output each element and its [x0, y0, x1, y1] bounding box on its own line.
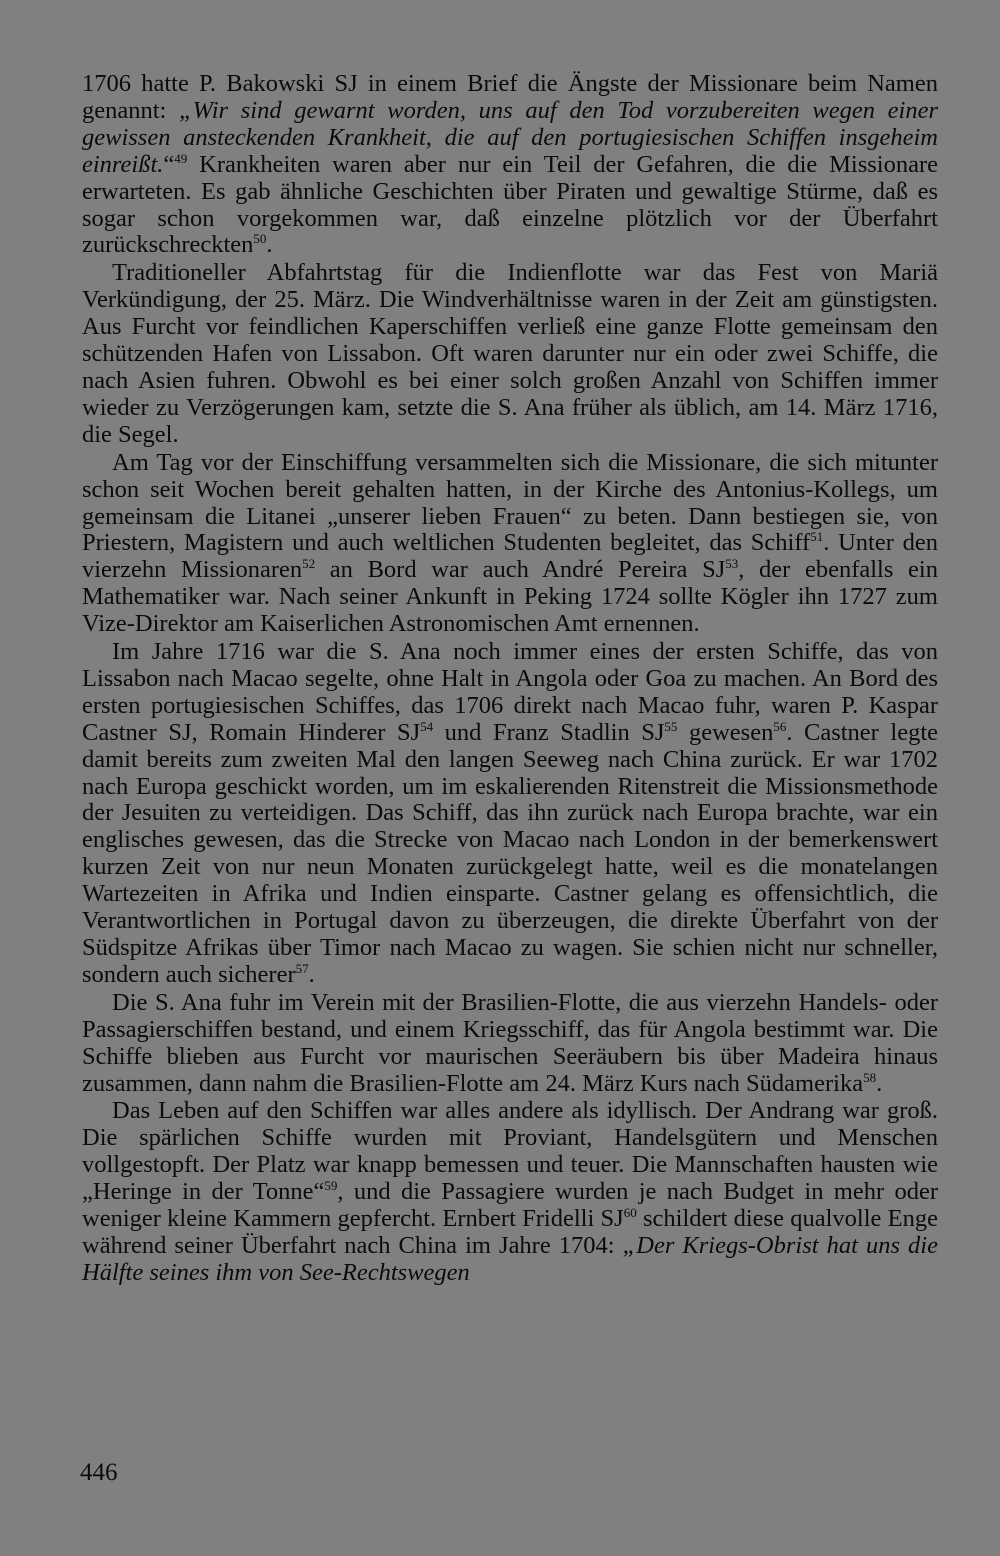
footnote-ref-53: 53	[725, 556, 739, 572]
footnote-ref-60: 60	[623, 1205, 637, 1221]
text-run: .	[308, 960, 315, 988]
text-run: , der ebenfalls ein Mathematiker war. Nach seiner Ankunft in Peking 1724 sollte Kögler ihn 1727 zum Vize-Direktor am Kaiserlichen Astronomischen Amt ernennen.	[82, 556, 938, 638]
paragraph-5	[82, 990, 938, 1098]
page-number: 446	[80, 1459, 118, 1486]
text-run: Das Leben auf den Schiffen war alles andere als idyllisch. Der Andrang war groß. Die spärlichen Schiffe wurden mit Proviant, Handelsgütern und Menschen vollgestopft. Der Platz war knapp bemessen und teuer. Die Mannschaften hausten wie „Heringe in der Tonne“	[82, 1097, 938, 1206]
body-text	[82, 71, 938, 1287]
paragraph-3	[82, 450, 938, 638]
text-run: . Unter den vierzehn Missionaren	[82, 529, 938, 584]
text-run: Traditioneller Abfahrtstag für die Indienflotte war das Fest von Mariä Verkündigung, der 25. März. Die Windverhältnisse waren in der Zeit am günstigsten. Aus Furcht vor feindlichen Kaperschiffen verließ eine ganze Flotte gemeinsam den schützenden Hafen von Lissabon. Oft waren darunter nur ein oder zwei Schiffe, die nach Asien fuhren. Obwohl es bei einer solch großen Anzahl von Schiffen immer wieder zu Verzögerungen kam, setzte die S. Ana früher als üblich, am 14. März 1716, die Segel.	[82, 259, 938, 448]
text-run: gewesen	[677, 718, 774, 746]
footnote-ref-54: 54	[420, 718, 434, 734]
footnote-ref-52: 52	[302, 556, 316, 572]
text-run: .	[266, 231, 273, 259]
footnote-ref-56: 56	[773, 718, 787, 734]
text-run: , und die Passagiere wurden je nach Budget in mehr oder weniger kleine Kammern gepfercht. Ernbert Fridelli SJ	[82, 1178, 939, 1233]
paragraph-6	[82, 1098, 938, 1286]
paragraph-2	[82, 260, 938, 448]
footnote-ref-57: 57	[295, 960, 309, 976]
paragraph-4	[82, 639, 938, 989]
footnote-ref-49: 49	[174, 150, 188, 166]
text-run: an Bord war auch André Pereira SJ	[315, 556, 726, 584]
footnote-ref-55: 55	[664, 718, 678, 734]
text-run: schildert diese qualvolle Enge während seiner Überfahrt nach China im Jahre 1704:	[82, 1205, 938, 1259]
footnote-ref-59: 59	[324, 1178, 338, 1194]
text-run: und Franz Stadlin SJ	[433, 718, 665, 746]
italic-quote: „Wir sind gewarnt worden, uns auf den Tod vorzubereiten wegen einer gewissen ansteckenden Krankheit, die auf den portugiesischen Schiffen insgeheim einreißt.	[82, 96, 938, 178]
text-run: Im Jahre 1716 war die S. Ana noch immer eines der ersten Schiffe, das von Lissabon nach Macao segelte, ohne Halt in Angola oder Goa zu machen. An Bord des ersten portugiesischen Schiffes, das 1706 direkt nach Macao fuhr, waren P. Kaspar Castner SJ, Romain Hinderer SJ	[82, 638, 938, 746]
footnote-ref-58: 58	[863, 1069, 877, 1085]
text-run: Krankheiten waren aber nur ein Teil der Gefahren, die die Missionare erwarteten. Es gab ähnliche Geschichten über Piraten und gewaltige Stürme, daß es sogar schon vorgekommen war, daß einzelne plötzlich vor der Überfahrt zurückschreckten	[82, 150, 938, 259]
text-run: . Castner legte damit bereits zum zweiten Mal den langen Seeweg nach China zurück. Er war 1702 nach Europa geschickt worden, um im eskalierenden Ritenstreit die Missionsmethode der Jesuiten zu verteidigen. Das Schiff, das ihn zurück nach Europa brachte, war ein englisches gewesen, das die Strecke von Macao nach London in der bemerkenswert kurzen Zeit von nur neun Monaten zurückgelegt hatte, weil es die monatelangen Wartezeiten in Afrika und Indien einsparte. Castner gelang es offensichtlich, die Verantwortlichen in Portugal davon zu überzeugen, die direkte Überfahrt von der Südspitze Afrikas über Timor nach Macao zu wagen. Sie schien nicht nur schneller, sondern auch sicherer	[82, 718, 938, 988]
italic-quote: „Der Kriegs-Obrist hat uns die Hälfte seines ihm von See-Rechtswegen	[82, 1231, 938, 1286]
text-run: 1706 hatte P. Bakowski SJ in einem Brief die Ängste der Missionare beim Namen genannt:	[82, 70, 938, 124]
closing-quote-mark: “	[163, 150, 175, 178]
text-run: Am Tag vor der Einschiffung versammelten sich die Missionare, die sich mitunter schon seit Wochen bereit gehalten hatten, in der Kirche des Antonius-Kollegs, um gemeinsam die Litanei „unserer lieben Frauen“ zu beten. Dann bestiegen sie, von Priestern, Magistern und auch weltlichen Studenten begleitet, das Schiff	[82, 448, 938, 557]
text-run: Die S. Ana fuhr im Verein mit der Brasilien-Flotte, die aus vierzehn Handels- oder Passagierschiffen bestand, und einem Kriegsschiff, das für Angola bestimmt war. Die Schiffe blieben aus Furcht vor maurischen Seeräubern bis über Madeira hinaus zusammen, dann nahm die Brasilien-Flotte am 24. März Kurs nach Südamerika	[82, 988, 938, 1097]
text-run: .	[876, 1069, 883, 1097]
paragraph-1	[82, 71, 938, 259]
footnote-ref-50: 50	[253, 231, 267, 247]
footnote-ref-51: 51	[810, 529, 824, 545]
